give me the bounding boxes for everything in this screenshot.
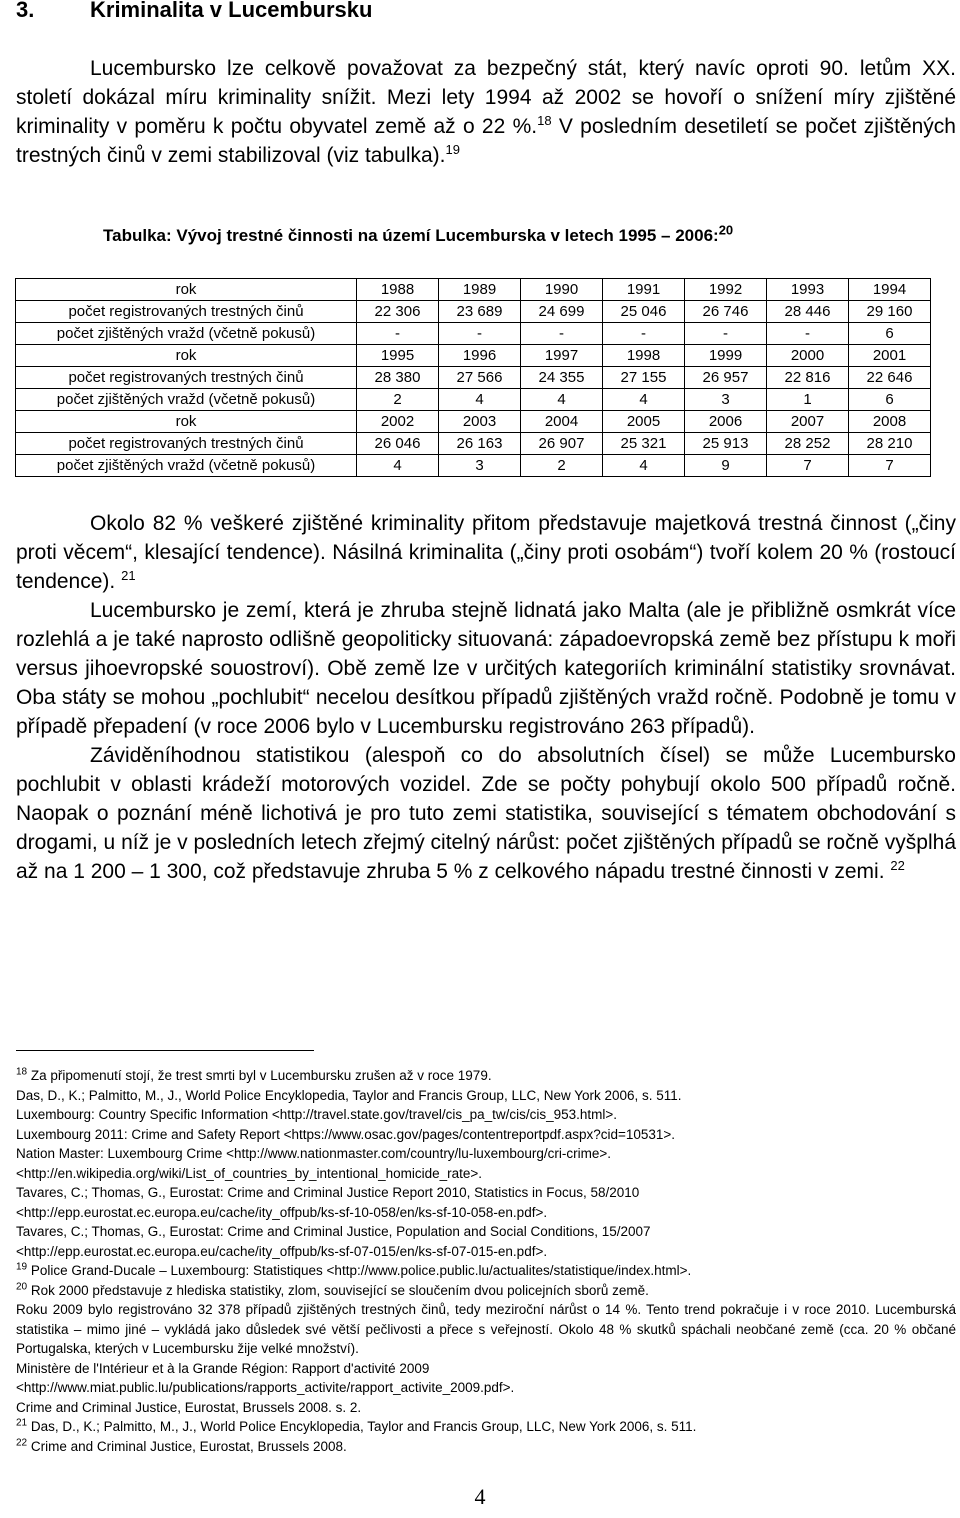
table-cell: 25 913	[685, 433, 767, 455]
footnote-ref: 22	[890, 858, 905, 873]
row-label: rok	[16, 279, 357, 301]
table-caption	[103, 222, 734, 246]
footnote-text: Police Grand-Ducale – Luxembourg: Statistiques <http://www.police.public.lu/actualites/statistique/index.html>.	[30, 1263, 692, 1278]
table-cell: 1993	[767, 279, 849, 301]
footnote-text: Das, D., K.; Palmitto, M., J., World Police Encyklopedia, Taylor and Francis Group, LLC, New York 2006, s. 511.	[30, 1419, 697, 1434]
footnote-number: 21	[16, 1417, 28, 1429]
table-cell: 1991	[603, 279, 685, 301]
table-cell: 9	[685, 455, 767, 477]
table-cell: 26 957	[685, 367, 767, 389]
footnote-text: Roku 2009 bylo registrováno 32 378 případů zjištěných trestných činů, tedy meziroční nárůst o 14 %. Tento trend pokračuje i v roce 2010. Lucemburská statistika – mimo jiné – vykládá jako důsledek své větší pečlivosti a přece s veřejností. Okolo 48 % skutků spáchali neobčané země (cca. 20 % občané Portugalska, kterých v Lucembursku žije velké množství).	[16, 1302, 956, 1356]
footnote	[16, 1164, 956, 1184]
body-text: Záviděníhodnou statistikou (alespoň co do absolutních čísel) se může Lucembursko pochlubit v oblasti krádeží motorových vozidel. Zde se počty pohybují okolo 500 případů ročně. Naopak o poznání méně lichotivá je pro tuto zemi statistika, související s tématem obchodování s drogami, u níž je v posledních letech zřejmý citelný nárůst: počet zjištěných případů se ročně vyšplhá až na 1 200 – 1 300, což představuje zhruba 5 % z celkového nápadu trestné činnosti v zemi.	[16, 744, 956, 883]
footnote-text: <http://en.wikipedia.org/wiki/List_of_countries_by_intentional_homicide_rate>.	[16, 1165, 483, 1181]
table-cell: -	[357, 323, 439, 345]
table-cell: 28 446	[767, 301, 849, 323]
footnote-text: Crime and Criminal Justice, Eurostat, Brussels 2008.	[30, 1438, 347, 1454]
footnote-ref: 19	[445, 142, 460, 157]
footnote-text: Tavares, C.; Thomas, G., Eurostat: Crime and Criminal Justice Report 2010, Statistics in Focus, 58/2010	[16, 1185, 640, 1200]
row-label: počet registrovaných trestných činů	[16, 433, 357, 455]
table-cell: 2	[521, 455, 603, 477]
table-cell: 1995	[357, 345, 439, 367]
footnote-text: <http://www.miat.public.lu/publications/rapports_activite/rapport_activite_2009.pdf>.	[16, 1380, 515, 1395]
footnote-text: Crime and Criminal Justice, Eurostat, Brussels 2008. s. 2.	[16, 1399, 362, 1415]
table-cell: 22 646	[849, 367, 931, 389]
table-row	[16, 411, 931, 433]
table-cell: 2000	[767, 345, 849, 367]
footnote-number: 19	[16, 1261, 28, 1273]
footnote	[16, 1125, 956, 1145]
section-title: Kriminalita v Lucembursku	[90, 0, 373, 22]
table-cell: -	[439, 323, 521, 345]
table-cell: 1989	[439, 279, 521, 301]
footnote-text: Rok 2000 představuje z hlediska statistiky, zlom, související se sloučením dvou policejních sborů země.	[30, 1282, 649, 1298]
table-cell: 4	[357, 455, 439, 477]
table-row	[16, 279, 931, 301]
table-row	[16, 433, 931, 455]
table-cell: 4	[603, 455, 685, 477]
table-cell: 25 321	[603, 433, 685, 455]
page-number: 4	[474, 1484, 486, 1509]
table-cell: 4	[603, 389, 685, 411]
footnote	[16, 1378, 956, 1398]
row-label: počet zjištěných vražd (včetně pokusů)	[16, 323, 357, 345]
table-cell: 2006	[685, 411, 767, 433]
table-cell: -	[767, 323, 849, 345]
footnote	[16, 1203, 956, 1223]
table-cell: 28 380	[357, 367, 439, 389]
table-cell: 6	[849, 323, 931, 345]
table-cell: -	[685, 323, 767, 345]
row-label: rok	[16, 345, 357, 367]
section-heading	[16, 0, 372, 23]
table-cell: 1996	[439, 345, 521, 367]
table-cell: 6	[849, 389, 931, 411]
row-label: rok	[16, 411, 357, 433]
table-cell: 27 155	[603, 367, 685, 389]
crime-table	[15, 278, 931, 477]
table-row	[16, 367, 931, 389]
table-row	[16, 323, 931, 345]
table-cell: 28 210	[849, 433, 931, 455]
table-cell: 1998	[603, 345, 685, 367]
table-cell: 4	[521, 389, 603, 411]
footnote-text: Nation Master: Luxembourg Crime <http://www.nationmaster.com/country/lu-luxembourg/cri-crime>.	[16, 1146, 611, 1161]
table-cell: 2003	[439, 411, 521, 433]
table-cell: 3	[685, 389, 767, 411]
footnote-number: 20	[16, 1281, 28, 1292]
table-cell: 2001	[849, 345, 931, 367]
table-cell: 7	[849, 455, 931, 477]
intro-paragraph	[16, 54, 956, 170]
footnote	[16, 1359, 956, 1379]
table-cell: 24 699	[521, 301, 603, 323]
row-label: počet registrovaných trestných činů	[16, 301, 357, 323]
table-row	[16, 345, 931, 367]
footnote-text: Luxembourg: Country Specific Information <http://travel.state.gov/travel/cis_pa_tw/cis/cis_953.html>.	[16, 1107, 618, 1122]
table-cell: 1992	[685, 279, 767, 301]
intro-text-2: V posledním desetiletí se počet zjištěných trestných činů v zemi stabilizoval (viz tabulka).	[16, 115, 956, 167]
footnote	[16, 1144, 956, 1164]
table-cell: 26 746	[685, 301, 767, 323]
footnote	[16, 1261, 956, 1281]
footnote-ref: 18	[537, 113, 552, 128]
footnote-ref: 21	[121, 568, 136, 583]
table-cell: 22 306	[357, 301, 439, 323]
table-cell: 26 163	[439, 433, 521, 455]
footnote-text: Das, D., K.; Palmitto, M., J., World Police Encyklopedia, Taylor and Francis Group, LLC, New York 2006, s. 511.	[16, 1087, 682, 1103]
table-cell: 2005	[603, 411, 685, 433]
footnote	[16, 1242, 956, 1262]
footnote-number: 22	[16, 1437, 28, 1448]
table-cell: -	[521, 323, 603, 345]
footnote-text: <http://epp.eurostat.ec.europa.eu/cache/ity_offpub/ks-sf-07-015/en/ks-sf-07-015-en.pdf>.	[16, 1243, 548, 1259]
table-cell: 2002	[357, 411, 439, 433]
footnote	[16, 1281, 956, 1301]
footnote-text: <http://epp.eurostat.ec.europa.eu/cache/ity_offpub/ks-sf-10-058/en/ks-sf-10-058-en.pdf>.	[16, 1204, 548, 1220]
table-cell: 1994	[849, 279, 931, 301]
footnote	[16, 1300, 956, 1359]
table-cell: 25 046	[603, 301, 685, 323]
intro-text-1: Lucembursko lze celkově považovat za bezpečný stát, který navíc oproti 90. letům XX. století dokázal míru kriminality snížit. Mezi lety 1994 až 2002 se hovoří o snížení míry zjištěné kriminality v poměru k počtu obyvatel země až o 22 %.	[16, 57, 956, 138]
body-paragraph-3	[16, 741, 956, 886]
footnote	[16, 1066, 956, 1086]
table-row	[16, 455, 931, 477]
table-cell: 2008	[849, 411, 931, 433]
table-cell: 4	[439, 389, 521, 411]
table-cell: 2	[357, 389, 439, 411]
footnote	[16, 1105, 956, 1125]
footnote-number: 18	[16, 1066, 28, 1078]
table-cell: 1988	[357, 279, 439, 301]
table-cell: 1990	[521, 279, 603, 301]
body-paragraph-2	[16, 596, 956, 741]
table-row	[16, 389, 931, 411]
footnote	[16, 1398, 956, 1418]
footnote	[16, 1086, 956, 1106]
table-cell: 24 355	[521, 367, 603, 389]
footnote-text: Tavares, C.; Thomas, G., Eurostat: Crime and Criminal Justice, Population and Social Conditions, 15/2007	[16, 1224, 651, 1239]
table-cell: -	[603, 323, 685, 345]
footnote	[16, 1437, 956, 1457]
footnote-text: Luxembourg 2011: Crime and Safety Report <https://www.osac.gov/pages/contentreportpdf.aspx?cid=10531>.	[16, 1126, 676, 1142]
table-cell: 29 160	[849, 301, 931, 323]
footnote-text: Ministère de l'Intérieur et à la Grande Région: Rapport d'activité 2009	[16, 1360, 430, 1376]
footnote	[16, 1417, 956, 1437]
body-text: Okolo 82 % veškeré zjištěné kriminality přitom představuje majetková trestná činnost („činy proti věcem“, klesající tendence). Násilná kriminalita („činy proti osobám“) tvoří kolem 20 % (rostoucí tendence).	[16, 512, 956, 593]
row-label: počet registrovaných trestných činů	[16, 367, 357, 389]
footnotes	[16, 1066, 956, 1456]
table-cell: 1999	[685, 345, 767, 367]
table-cell: 28 252	[767, 433, 849, 455]
table-caption-text: Tabulka: Vývoj trestné činnosti na území Lucemburska v letech 1995 – 2006:	[103, 226, 719, 245]
table-cell: 1997	[521, 345, 603, 367]
table-row	[16, 301, 931, 323]
table-cell: 22 816	[767, 367, 849, 389]
table-cell: 26 046	[357, 433, 439, 455]
footnote-text: Za připomenutí stojí, že trest smrti byl v Lucembursku zrušen až v roce 1979.	[30, 1068, 492, 1083]
table-cell: 27 566	[439, 367, 521, 389]
footnote-ref: 20	[718, 222, 734, 238]
table-cell: 26 907	[521, 433, 603, 455]
row-label: počet zjištěných vražd (včetně pokusů)	[16, 389, 357, 411]
section-number: 3.	[16, 0, 35, 22]
table-cell: 1	[767, 389, 849, 411]
footnote	[16, 1183, 956, 1203]
table-cell: 23 689	[439, 301, 521, 323]
row-label: počet zjištěných vražd (včetně pokusů)	[16, 455, 357, 477]
body-paragraph-1	[16, 509, 956, 596]
footnote-separator	[16, 1050, 314, 1051]
table-cell: 2004	[521, 411, 603, 433]
body-text: Lucembursko je zemí, která je zhruba stejně lidnatá jako Malta (ale je přibližně osmkrát více rozlehlá a je také naprosto odlišně geopoliticky situovaná: západoevropská země bez přístupu k moři versus jihoevropské souostroví). Obě země lze v určitých kategoriích kriminální statistiky srovnávat. Oba státy se mohou „pochlubit“ necelou desítkou případů zjištěných vražd ročně. Podobně je tomu v případě přepadení (v roce 2006 bylo v Lucembursku registrováno 263 případů).	[16, 599, 956, 738]
table-cell: 7	[767, 455, 849, 477]
table-cell: 3	[439, 455, 521, 477]
table-cell: 2007	[767, 411, 849, 433]
footnote	[16, 1222, 956, 1242]
